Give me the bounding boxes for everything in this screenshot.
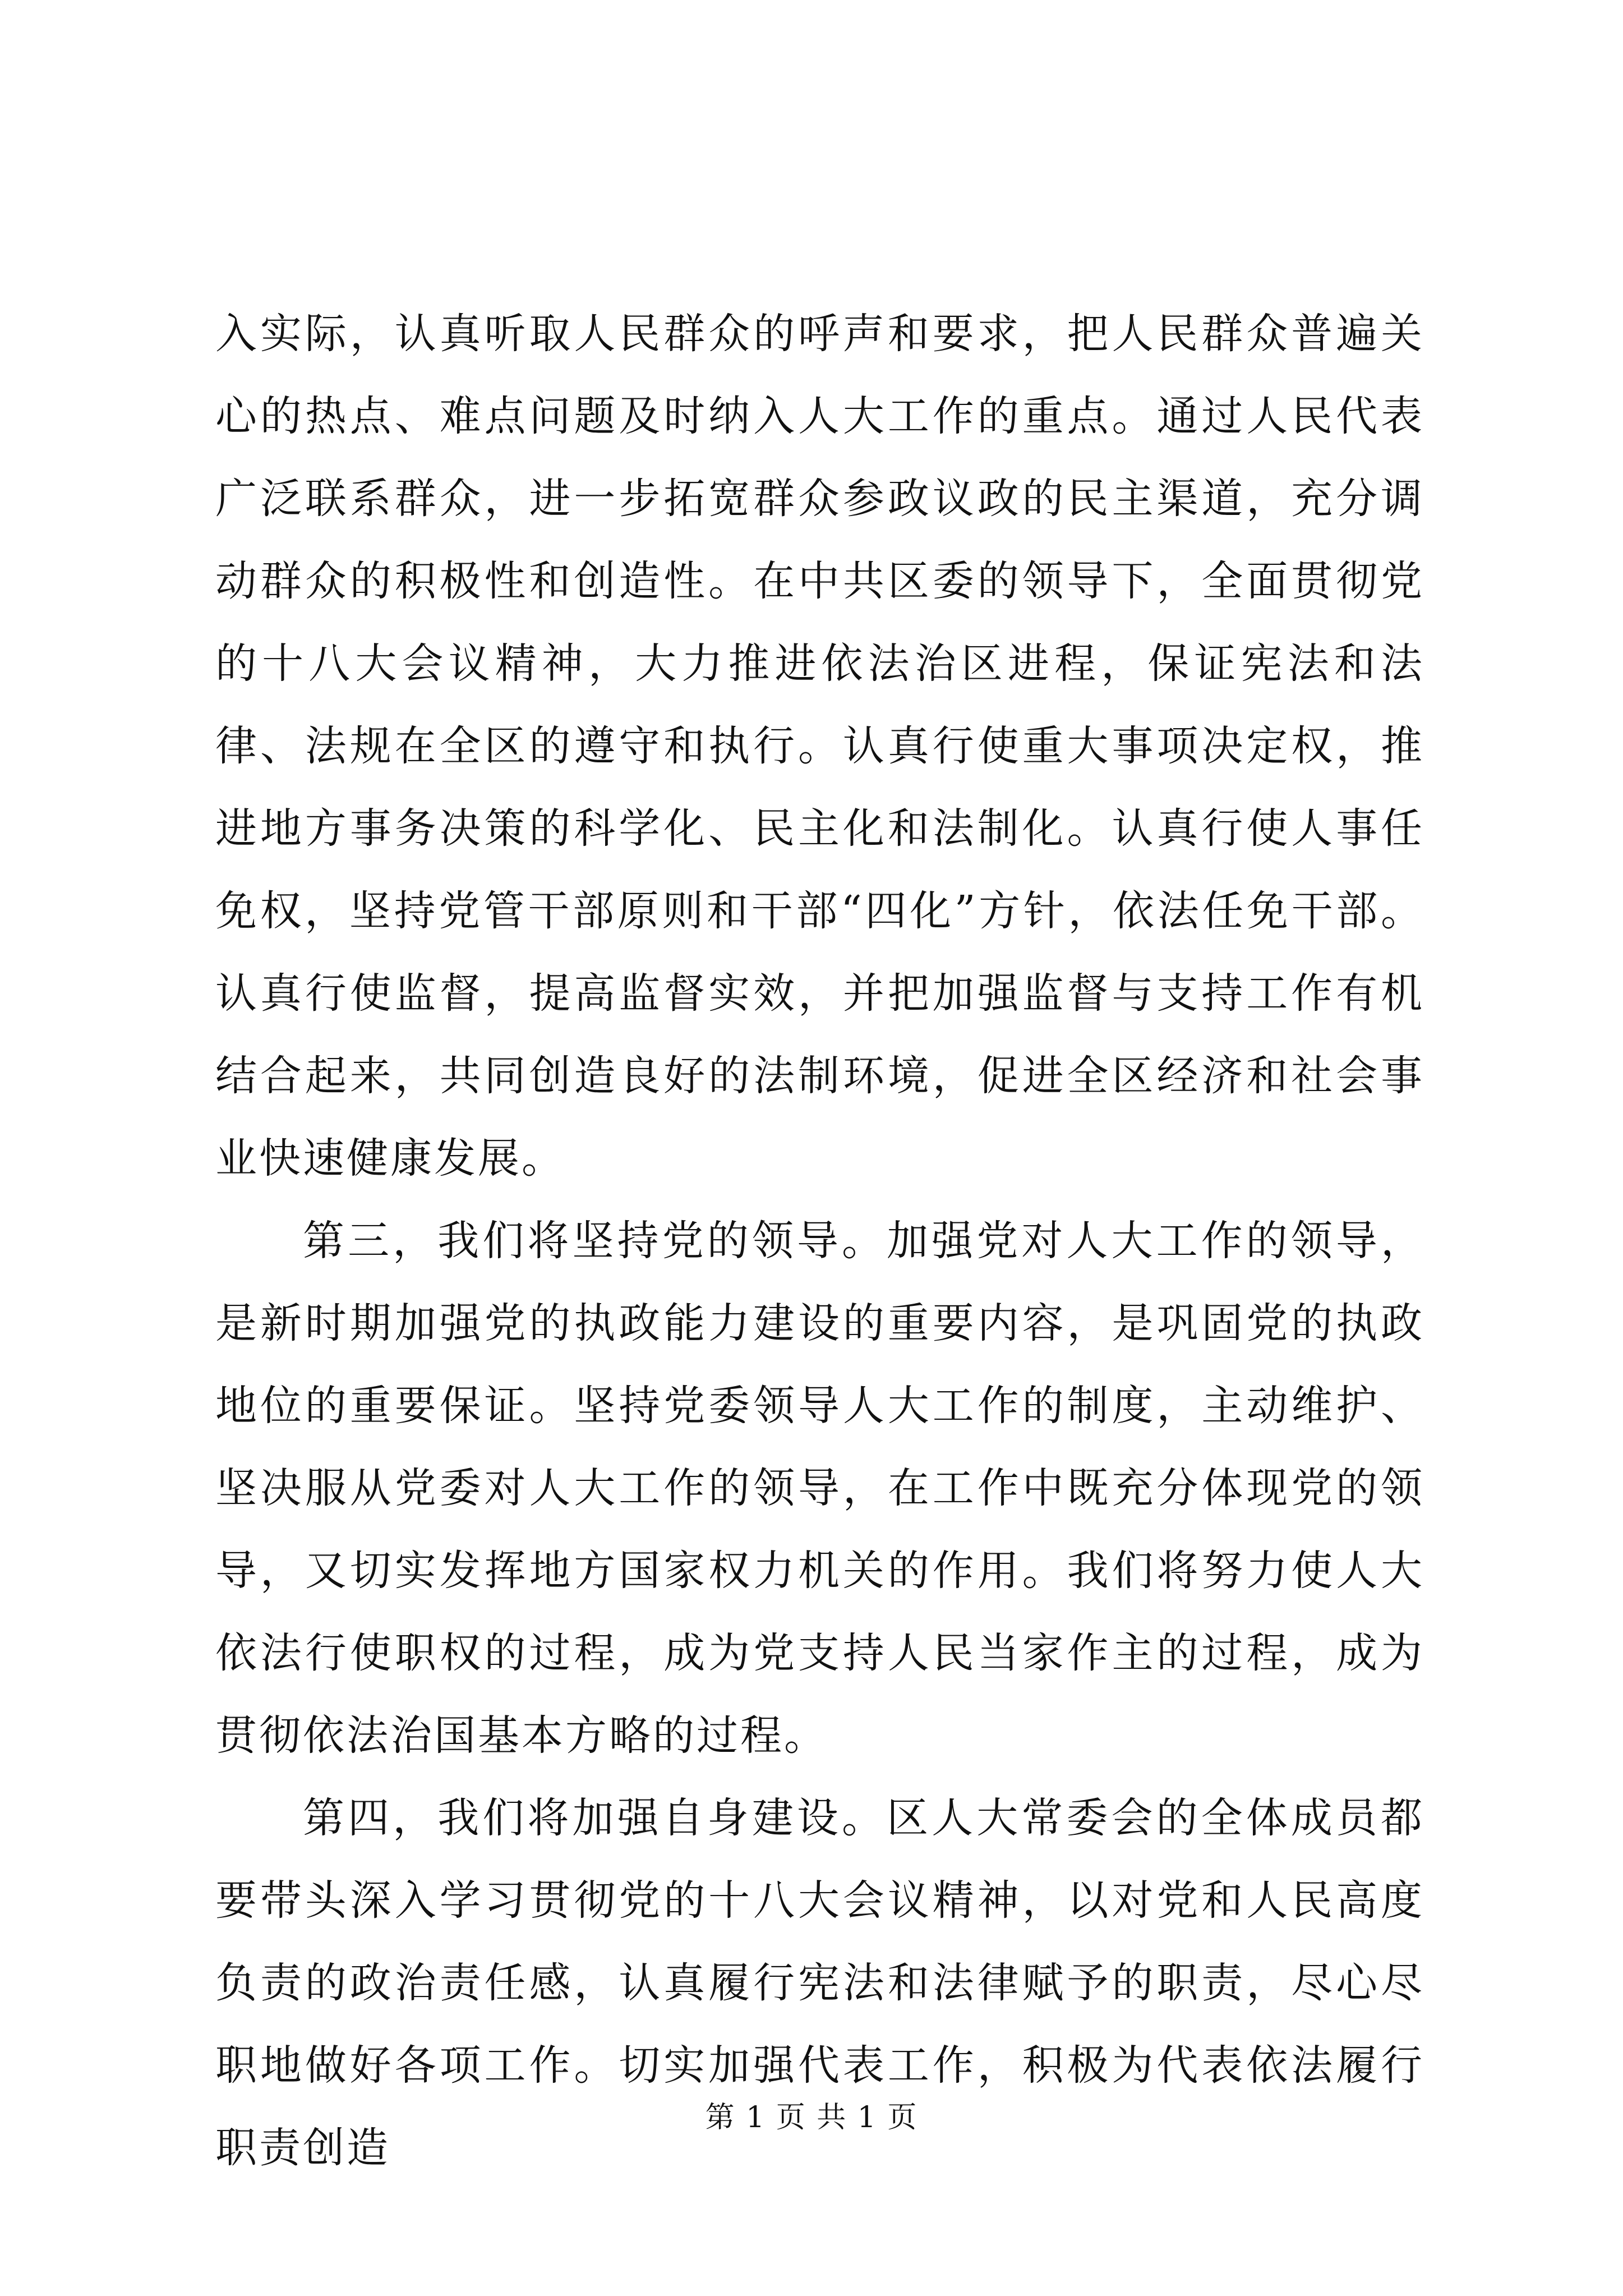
document-body	[215, 293, 1424, 2189]
paragraph-third-point: 第三，我们将坚持党的领导。加强党对人大工作的领导，是新时期加强党的执政能力建设的重要内容，是巩固党的执政地位的重要保证。坚持党委领导人大工作的制度，主动维护、坚决服从党委对人大工作的领导，在工作中既充分体现党的领导，又切实发挥地方国家权力机关的作用。我们将努力使人大依法行使职权的过程，成为党支持人民当家作主的过程，成为贯彻依法治国基本方略的过程。	[215, 1217, 1424, 1760]
page-footer: 第 1 页 共 1 页	[705, 2101, 918, 2134]
paragraph-fourth-point: 第四，我们将加强自身建设。区人大常委会的全体成员都要带头深入学习贯彻党的十八大会议精神，以对党和人民高度负责的政治责任感，认真履行宪法和法律赋予的职责，尽心尽职地做好各项工作。切实加强代表工作，积极为代表依法履行职责创造	[215, 1794, 1424, 2172]
paragraph-continuation: 入实际，认真听取人民群众的呼声和要求，把人民群众普遍关心的热点、难点问题及时纳入人大工作的重点。通过人民代表广泛联系群众，进一步拓宽群众参政议政的民主渠道，充分调动群众的积极性和创造性。在中共区委的领导下，全面贯彻党的十八大会议精神，大力推进依法治区进程，保证宪法和法律、法规在全区的遵守和执行。认真行使重大事项决定权，推进地方事务决策的科学化、民主化和法制化。认真行使人事任免权，坚持党管干部原则和干部“四化”方针，依法任免干部。认真行使监督，提高监督实效，并把加强监督与支持工作有机结合起来，共同创造良好的法制环境，促进全区经济和社会事业快速健康发展。	[215, 310, 1424, 1182]
